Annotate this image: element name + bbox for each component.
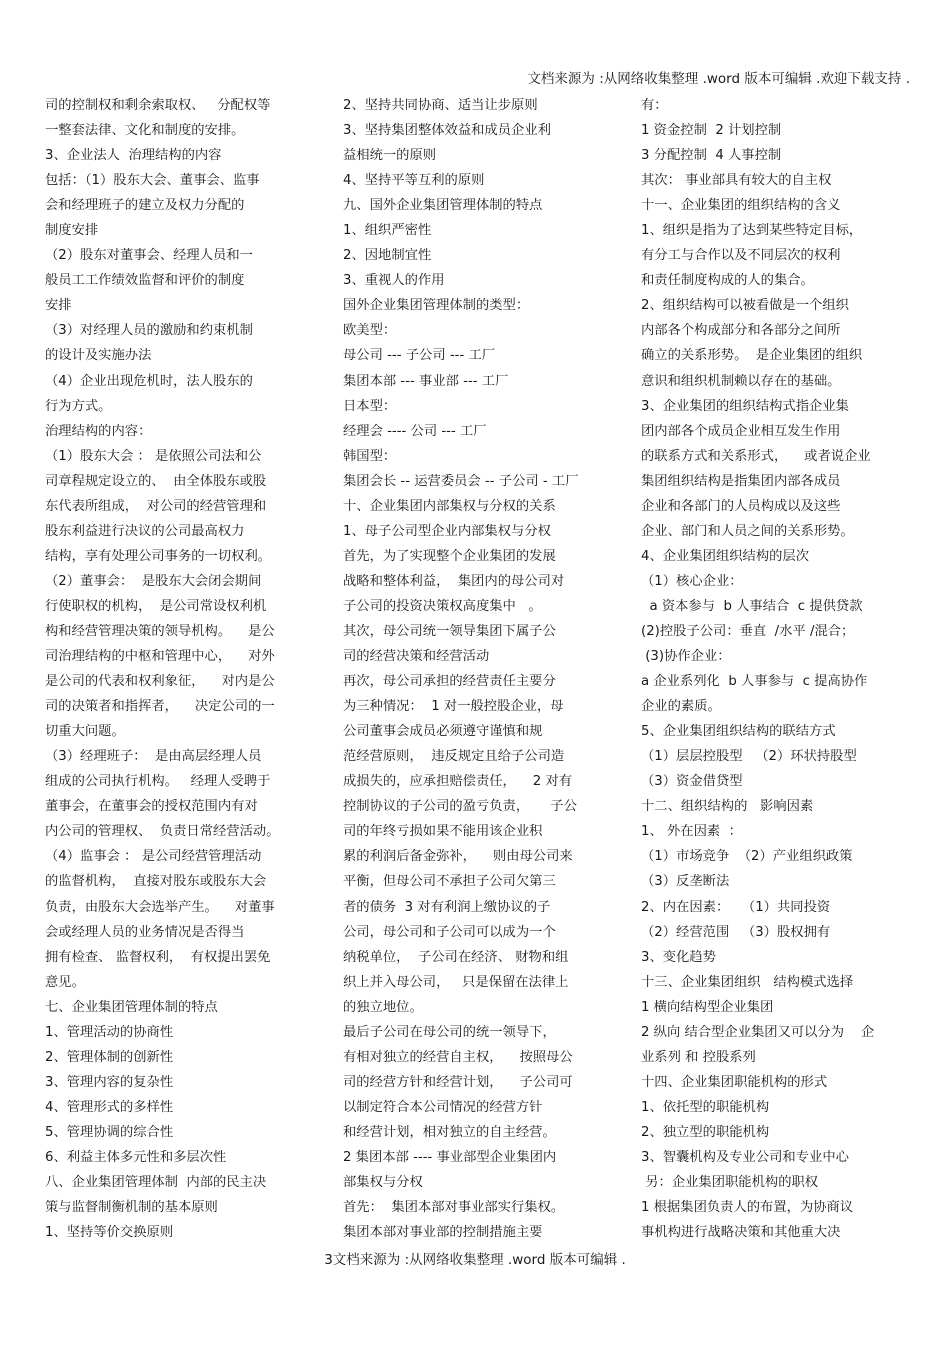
text-line: 3、重视人的作用 [343,273,445,289]
text-line: 其次： 事业部具有较大的自主权 [641,173,832,189]
text-line: 司治理结构的中枢和管理中心， 对外 [45,649,275,665]
text-line: 确立的关系形势。 是企业集团的组织 [641,348,863,364]
text-line: （1）核心企业： [641,573,743,589]
text-line: 会或经理人员的业务情况是否得当 [45,924,245,940]
text-column-left [45,93,315,1245]
text-line: 十、企业集团内部集权与分权的关系 [343,498,556,514]
text-line: （3）对经理人员的激励和约束机制 [45,323,253,339]
text-line: 再次，母公司承担的经营责任主要分 [343,674,556,690]
text-line: 意识和组织机制赖以存在的基础。 [641,373,841,389]
text-line: 1、组织严密性 [343,223,432,239]
page-header: 文档来源为 :从网络收集整理 .word 版本可编辑 .欢迎下载支持 . [527,71,910,87]
text-line: （1）市场竞争 （2）产业组织政策 [641,849,853,865]
text-line: 是公司的代表和权利象征， 对内是公 [45,674,275,690]
text-line: 十一、企业集团的组织结构的含义 [641,198,841,214]
text-line: 4、管理形式的多样性 [45,1099,174,1115]
text-line: 司的控制权和剩余索取权、 分配权等 [45,98,271,113]
text-line: 股东利益进行决议的公司最高权力 [45,523,245,539]
text-line: 包括：（1）股东大会、董事会、监事 [45,173,260,189]
text-line: 范经营原则， 违反规定且给子公司造 [343,749,565,765]
text-line: 公司，母公司和子公司可以成为一个 [343,924,556,940]
text-column-middle [343,93,618,1245]
text-line: 3、变化趋势 [641,949,716,965]
text-line: 5、企业集团组织结构的联结方式 [641,724,836,740]
text-line: 3、企业法人 治理结构的内容 [45,148,222,164]
text-line: 韩国型： [343,448,397,464]
text-line: 2、内在因素： （1）共同投资 [641,899,831,915]
text-line: 2 集团本部 ---- 事业部型企业集团内 [343,1149,557,1165]
text-line: （3）反垄断法 [641,874,730,890]
text-line: 事机构进行战略决策和其他重大决 [641,1225,841,1241]
text-line: 2、组织结构可以被看做是一个组织 [641,298,849,314]
text-line: 安排 [45,298,72,314]
text-line: 4、坚持平等互利的原则 [343,173,485,189]
text-line: 制度安排 [45,223,99,239]
text-line: 3、管理内容的复杂性 [45,1074,174,1090]
text-line: 3、企业集团的组织结构式指企业集 [641,398,849,414]
text-line: 2、独立型的职能机构 [641,1124,770,1140]
text-line: 司的决策者和指挥者， 决定公司的一 [45,699,275,715]
text-line: 3 分配控制 4 人事控制 [641,148,782,164]
text-line: 组成的公司执行机构。 经理人受聘于 [45,774,271,790]
text-line: 业系列 和 控股系列 [641,1049,756,1065]
text-line: 织上并入母公司， 只是保留在法律上 [343,974,569,990]
text-line: a 企业系列化 b 人事参与 c 提高协作 [641,674,868,690]
text-line: 1、 外在因素 ： [641,824,742,840]
text-line: （2）经营范围 （3）股权拥有 [641,924,831,940]
text-line: 司的年终亏损如果不能用该企业积 [343,824,543,840]
text-line: 1、坚持等价交换原则 [45,1225,174,1241]
text-line: 控制协议的子公司的盈亏负责， 子公 [343,799,577,815]
text-line: 拥有检查、 监督权利， 有权提出罢免 [45,949,271,965]
text-line: 有相对独立的经营自主权， 按照母公 [343,1049,573,1065]
text-line: 1 根据集团负责人的布置，为协商议 [641,1200,854,1216]
text-line: 企业、部门和人员之间的关系形势。 [641,523,854,539]
text-line: 的独立地位。 [343,999,423,1015]
text-line: 1、母子公司型企业内部集权与分权 [343,523,551,539]
text-line: 战略和整体利益， 集团内的母公司对 [343,573,565,589]
text-line: （3）经理班子： 是由高层经理人员 [45,749,262,765]
text-line: 公司董事会成员必须遵守谨慎和规 [343,724,543,740]
text-line: 最后子公司在母公司的统一领导下， [343,1024,556,1040]
text-line: 和责任制度构成的人的集合。 [641,273,814,289]
text-line: 会和经理班子的建立及权力分配的 [45,198,245,214]
text-line: 1、组织是指为了达到某些特定目标， [641,223,863,239]
text-line: 东代表所组成， 对公司的经营管理和 [45,498,267,514]
text-line: 6、利益主体多元性和多层次性 [45,1149,227,1165]
text-line: 结构，享有处理公司事务的一切权利。 [45,548,272,564]
text-line: 1、管理活动的协商性 [45,1024,174,1040]
text-line: 经理会 ---- 公司 --- 工厂 [343,423,487,439]
text-line: 集团本部对事业部的控制措施主要 [343,1225,543,1241]
page-footer: 3文档来源为 :从网络收集整理 .word 版本可编辑 . [324,1252,626,1268]
text-line: 3、智囊机构及专业公司和专业中心 [641,1149,849,1165]
text-line: 集团组织结构是指集团内部各成员 [641,473,841,489]
text-line: 司的经营决策和经营活动 [343,649,490,665]
text-column-right [641,93,913,1245]
text-line: 八、企业集团管理体制 内部的民主决 [45,1175,267,1191]
text-line: （2）股东对董事会、经理人员和一 [45,248,253,264]
text-line: 3、坚持集团整体效益和成员企业利 [343,123,551,139]
text-line: 内公司的管理权、 负责日常经营活动。 [45,824,280,840]
text-line: 和经营计划，相对独立的自主经营。 [343,1124,556,1140]
text-line: 5、管理协调的综合性 [45,1124,174,1140]
text-line: 集团会长 -- 运营委员会 -- 子公司 - 工厂 [343,473,579,489]
text-line: 子公司的投资决策权高度集中 。 [343,598,542,614]
text-line: 的联系方式和关系形式， 或者说企业 [641,448,871,464]
text-line: 成损失的，应承担赔偿责任， 2 对有 [343,774,573,790]
text-line: 其次，母公司统一领导集团下属子公 [343,623,556,639]
text-line: 董事会，在董事会的授权范围内有对 [45,799,258,815]
text-line: 纳税单位， 子公司在经济、 财物和组 [343,949,569,965]
text-line: 2、因地制宜性 [343,248,432,264]
text-line: 一整套法律、文化和制度的安排。 [45,123,245,139]
text-line: 以制定符合本公司情况的经营方针 [343,1099,543,1115]
text-line: 十四、企业集团职能机构的形式 [641,1074,828,1090]
text-line: 行使职权的机构， 是公司常设权利机 [45,598,267,614]
text-line: 七、企业集团管理体制的特点 [45,999,218,1015]
text-line: 母公司 --- 子公司 --- 工厂 [343,348,496,364]
text-line: 十二、组织结构的 影响因素 [641,799,814,815]
text-line: 司的经营方针和经营计划， 子公司可 [343,1074,573,1090]
text-line: 切重大问题。 [45,724,125,740]
text-line: （4）监事会 ： 是公司经营管理活动 [45,849,262,865]
text-line: （2）董事会： 是股东大会闭会期间 [45,573,262,589]
text-line: 欧美型： [343,323,397,339]
text-line: 十三、企业集团组织 结构模式选择 [641,974,854,990]
text-line: 企业和各部门的人员构成以及这些 [641,498,841,514]
text-line: 首先，为了实现整个企业集团的发展 [343,548,556,564]
text-line: 有分工与合作以及不同层次的权利 [641,248,841,264]
text-line: 司章程规定设立的、 由全体股东或股 [45,473,267,489]
text-line: 累的利润后备金弥补， 则由母公司来 [343,849,573,865]
text-line: （1）股东大会 ： 是依照公司法和公 [45,448,262,464]
text-line: (3)协作企业： [641,649,731,665]
text-line: 平衡，但母公司不承担子公司欠第三 [343,874,556,890]
text-line: 策与监督制衡机制的基本原则 [45,1200,218,1216]
text-line: 1 资金控制 2 计划控制 [641,123,782,139]
text-line: 内部各个构成部分和各部分之间所 [641,323,841,339]
text-line: （3）资金借贷型 [641,774,743,790]
text-line: （4）企业出现危机时，法人股东的 [45,373,253,389]
text-line: 企业的素质。 [641,699,721,715]
text-line: （1）层层控股型 （2）环状持股型 [641,749,857,765]
text-line: 般员工工作绩效监督和评价的制度 [45,273,245,289]
text-line: 治理结构的内容： [45,423,152,439]
text-line: 者的债务 3 对有利润上缴协议的子 [343,899,551,915]
text-line: 团内部各个成员企业相互发生作用 [641,423,841,439]
text-line: 4、企业集团组织结构的层次 [641,548,810,564]
text-line: 2、坚持共同协商、适当让步原则 [343,98,538,113]
text-line: 构和经营管理决策的领导机构。 是公 [45,623,275,639]
text-line: 集团本部 --- 事业部 --- 工厂 [343,373,509,389]
text-line: 2 纵向 结合型企业集团又可以分为 企 [641,1024,875,1040]
text-line: 国外企业集团管理体制的类型： [343,298,530,314]
text-line: 部集权与分权 [343,1175,423,1191]
text-line: 首先： 集团本部对事业部实行集权。 [343,1200,565,1216]
text-line: 行为方式。 [45,398,112,414]
text-line: 日本型： [343,398,397,414]
text-line: a 资本参与 b 人事结合 c 提供贷款 [641,598,863,614]
text-line: 九、国外企业集团管理体制的特点 [343,198,543,214]
text-line: 负责，由股东大会选举产生。 对董事 [45,899,275,915]
text-line: 1、依托型的职能机构 [641,1099,770,1115]
text-line: 意见。 [45,974,85,990]
text-line: 2、管理体制的创新性 [45,1049,174,1065]
text-line: 另：企业集团职能机构的职权 [641,1175,819,1191]
text-line: 的设计及实施办法 [45,348,152,364]
text-line: 有： [641,98,668,113]
text-line: 为三种情况： 1 对一般控股企业，母 [343,699,564,715]
text-line: (2)控股子公司：垂直 /水平 /混合； [641,623,855,639]
text-line: 的监督机构， 直接对股东或股东大会 [45,874,267,890]
text-line: 1 横向结构型企业集团 [641,999,774,1015]
text-line: 益相统一的原则 [343,148,437,164]
